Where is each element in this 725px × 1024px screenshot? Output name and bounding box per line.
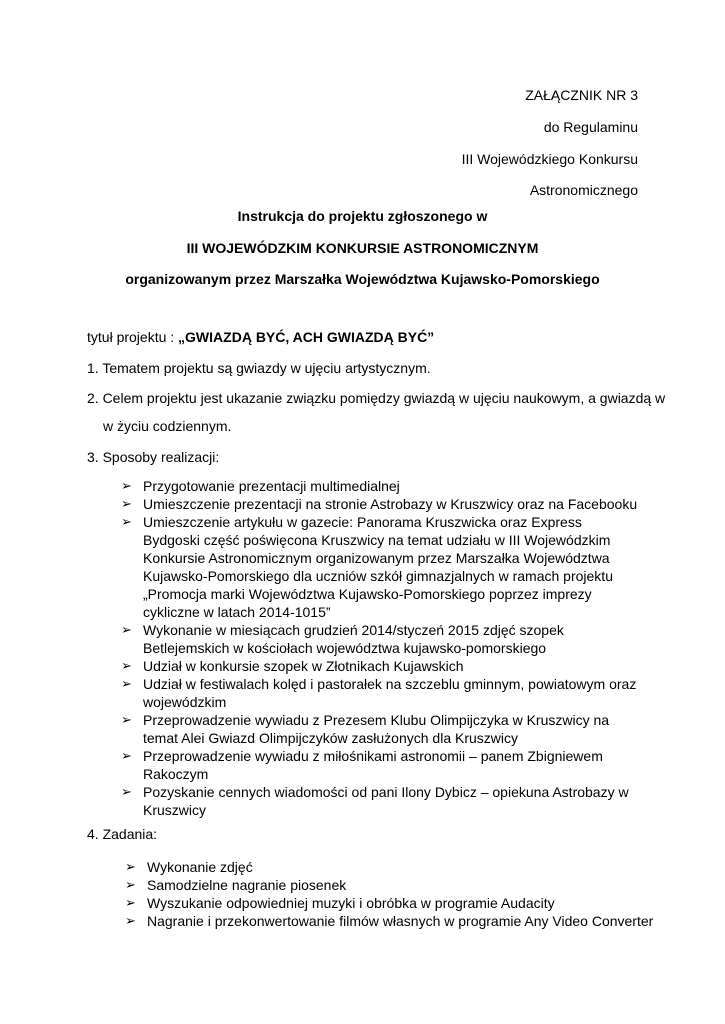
method-item-text: Pozyskanie cennych wiadomości od pani Ilony Dybicz – opiekuna Astrobazy w Kruszwicy [143, 784, 629, 818]
arrow-bullet-icon: ➢ [125, 877, 136, 892]
doc-title-line3: organizowanym przez Marszałka Województwa Kujawsko-Pomorskiego [125, 271, 600, 287]
method-item [121, 675, 641, 711]
method-item [121, 747, 641, 783]
arrow-bullet-icon: ➢ [121, 478, 132, 493]
doc-title-line1: Instrukcja do projektu zgłoszonego w [237, 208, 488, 224]
point-2: 2. Celem projektu jest ukazanie związku pomiędzy gwiazdą w ujęciu naukowym, a gwiazdą w [87, 390, 666, 406]
method-item-text: Wykonanie w miesiącach grudzień 2014/styczeń 2015 zdjęć szopek Betlejemskich w kościołach województwa kujawsko-pomorskiego [143, 622, 564, 656]
method-item-text: Umieszczenie prezentacji na stronie Astrobazy w Kruszwicy oraz na Facebooku [143, 496, 638, 512]
method-item [121, 621, 641, 657]
arrow-bullet-icon: ➢ [121, 784, 132, 799]
arrow-bullet-icon: ➢ [121, 496, 132, 511]
task-item-text: Nagranie i przekonwertowanie filmów własnych w programie Any Video Converter [147, 913, 654, 929]
point-3: 3. Sposoby realizacji: [87, 449, 220, 465]
method-item-text: Przeprowadzenie wywiadu z miłośnikami astronomii – panem Zbigniewem Rakoczym [143, 748, 603, 782]
point-4: 4. Zadania: [87, 826, 158, 842]
arrow-bullet-icon: ➢ [121, 748, 132, 763]
project-title [87, 328, 434, 346]
arrow-bullet-icon: ➢ [125, 859, 136, 874]
method-item [121, 783, 641, 819]
method-item-text: Udział w konkursie szopek w Złotnikach Kujawskich [143, 658, 464, 674]
method-item-text: Przeprowadzenie wywiadu z Prezesem Klubu Olimpijczyka w Kruszwicy na temat Alei Gwiazd Olimpijczyków zasłużonych dla Kruszwicy [143, 712, 610, 746]
arrow-bullet-icon: ➢ [121, 676, 132, 691]
method-item [121, 477, 641, 495]
method-item [121, 495, 641, 513]
arrow-bullet-icon: ➢ [121, 658, 132, 673]
task-item [125, 912, 655, 930]
method-item [121, 711, 641, 747]
task-item-text: Wyszukanie odpowiedniej muzyki i obróbka w programie Audacity [147, 895, 555, 911]
arrow-bullet-icon: ➢ [125, 913, 136, 928]
arrow-bullet-icon: ➢ [125, 895, 136, 910]
attachment-number: ZAŁĄCZNIK NR 3 [525, 87, 638, 103]
project-title-label: tytuł projektu : [87, 329, 179, 345]
method-item-text: Udział w festiwalach kolęd i pastorałek na szczeblu gminnym, powiatowym oraz wojewódzkim [143, 676, 637, 710]
task-item-text: Wykonanie zdjęć [147, 859, 253, 875]
arrow-bullet-icon: ➢ [121, 622, 132, 637]
method-item-text: Przygotowanie prezentacji multimedialnej [143, 478, 400, 494]
tasks-list [125, 858, 655, 930]
doc-title-line2: III WOJEWÓDZKIM KONKURSIE ASTRONOMICZNYM [186, 240, 539, 256]
attachment-contest: III Wojewódzkiego Konkursu [461, 151, 638, 167]
attachment-regulation: do Regulaminu [543, 119, 638, 135]
point-1: 1. Tematem projektu są gwiazdy w ujęciu artystycznym. [87, 360, 431, 376]
point-2-continued: w życiu codziennym. [103, 418, 232, 434]
task-item-text: Samodzielne nagranie piosenek [147, 877, 347, 893]
attachment-astronomy: Astronomicznego [529, 182, 638, 198]
method-item [121, 513, 641, 621]
task-item [125, 876, 655, 894]
arrow-bullet-icon: ➢ [121, 514, 132, 529]
method-item-text: Umieszczenie artykułu w gazecie: Panorama Kruszwicka oraz Express Bydgoski część poświęcona Kruszwicy na temat udziału w III Wojewódzkim Konkursie Astronomicznym organizowanym przez Marszałka Województwa Kujawsko-Pomorskiego dla uczniów szkół gimnazjalnych w ramach projektu „Promocja marki Województwa Kujawsko-Pomorskiego poprzez imprezy cykliczne w latach 2014-1015” [143, 514, 613, 620]
arrow-bullet-icon: ➢ [121, 712, 132, 727]
task-item [125, 858, 655, 876]
task-item [125, 894, 655, 912]
method-item [121, 657, 641, 675]
methods-list [121, 477, 641, 819]
project-title-name: „GWIAZDĄ BYĆ, ACH GWIAZDĄ BYĆ” [178, 329, 435, 345]
